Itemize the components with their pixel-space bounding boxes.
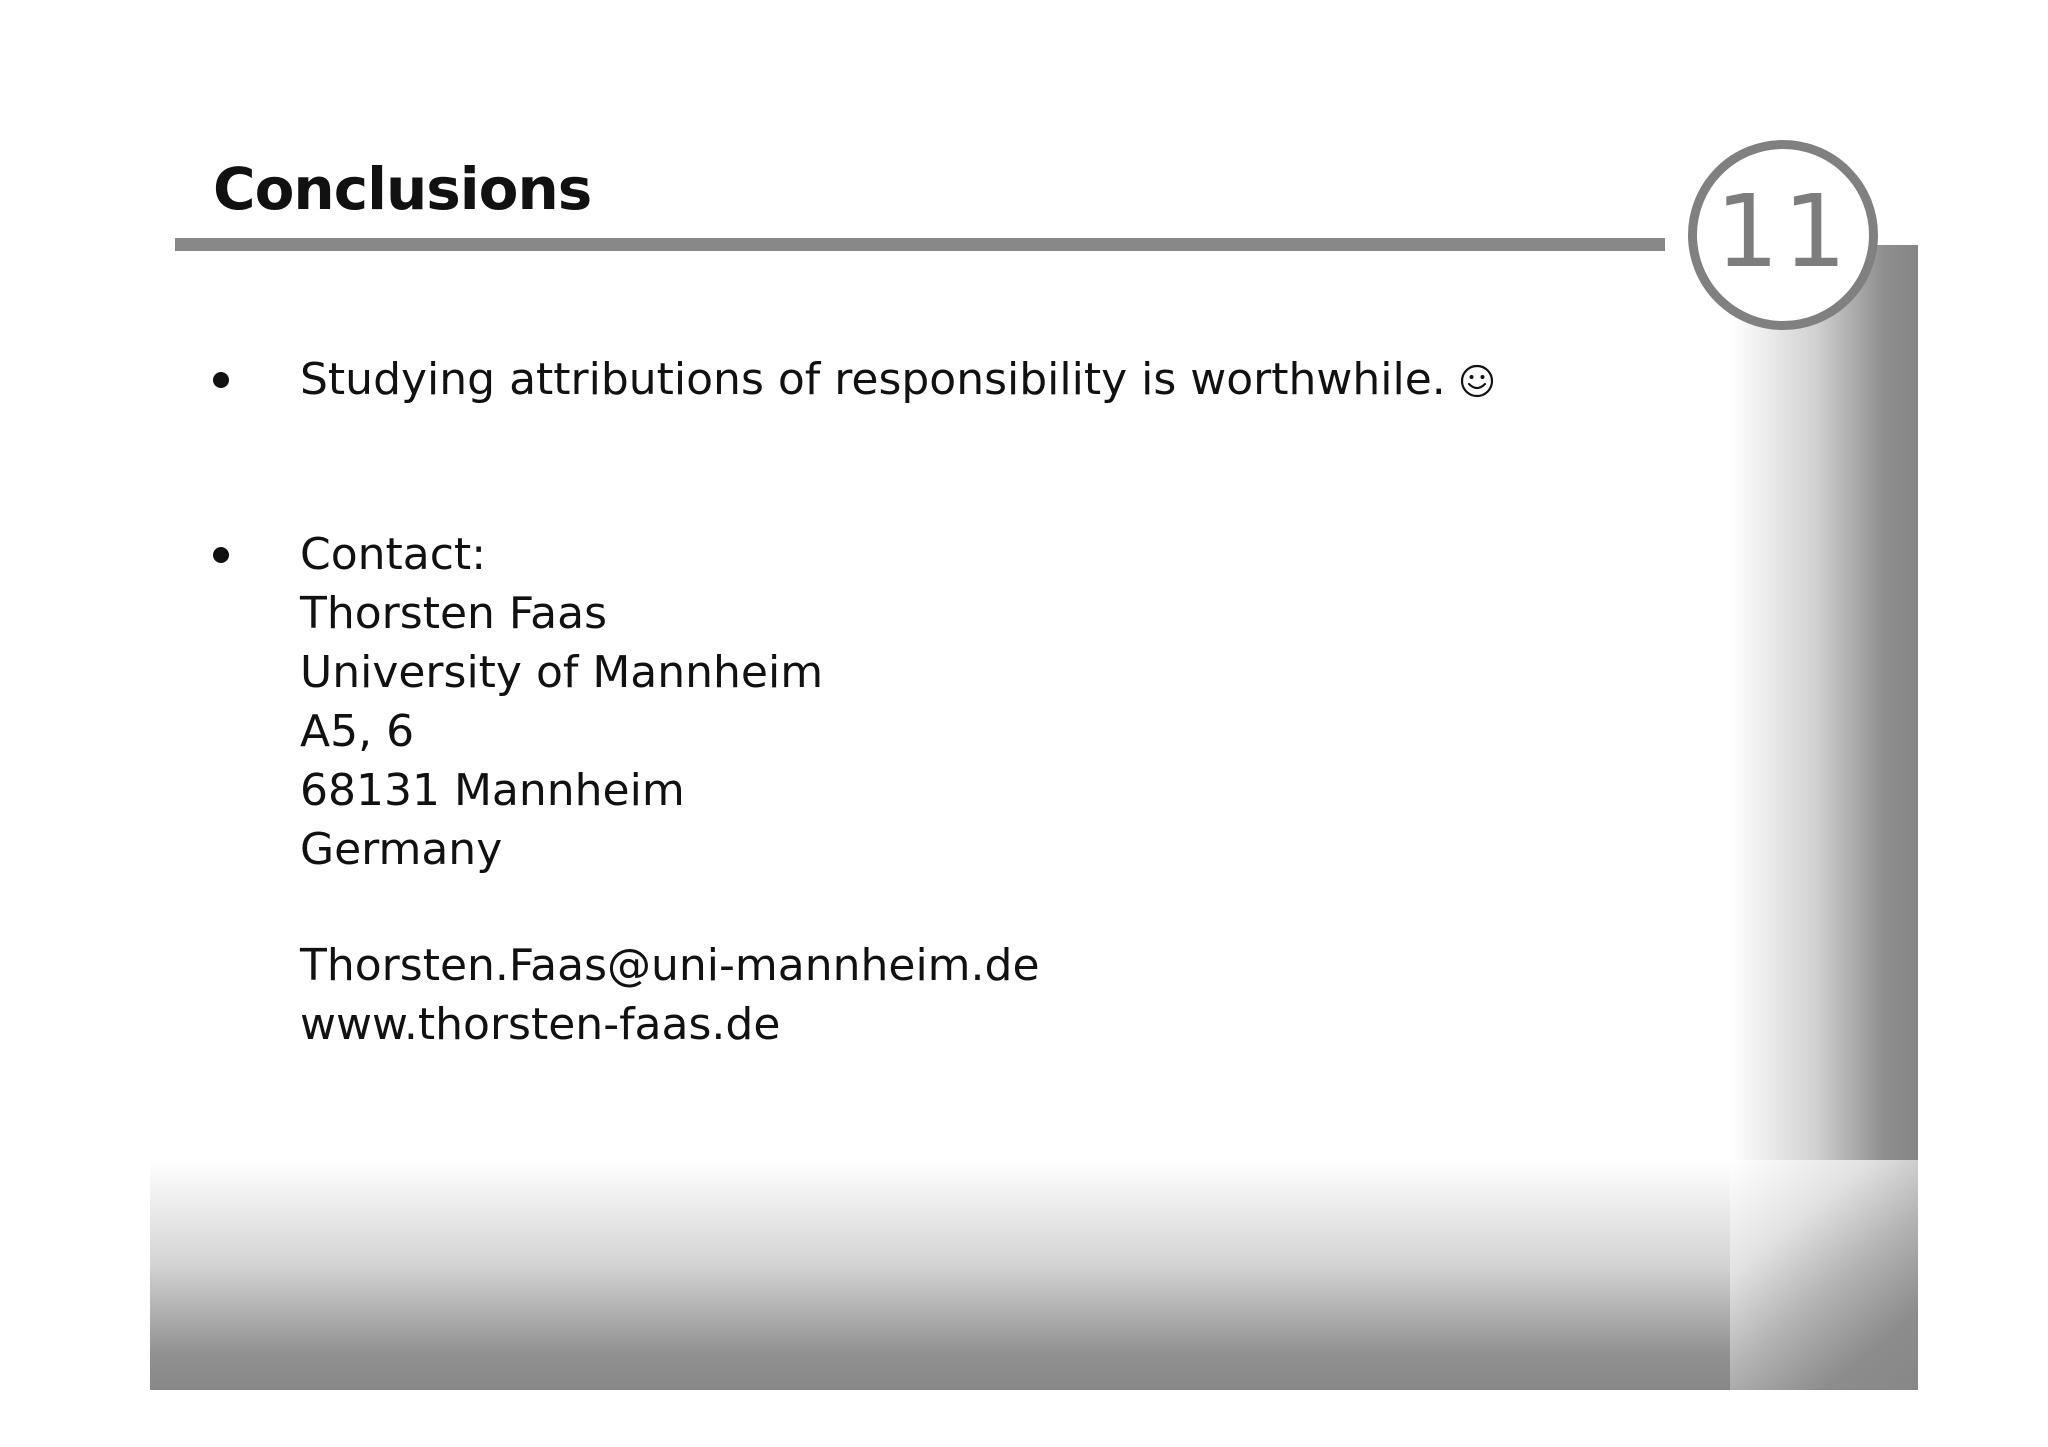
contact-email-link[interactable]: Thorsten.Faas@uni-mannheim.de (300, 940, 1040, 991)
page-number-badge (1688, 140, 1878, 330)
contact-website-link[interactable]: www.thorsten-faas.de (300, 999, 781, 1050)
contact-name: Thorsten Faas (300, 588, 608, 639)
bullet-item (213, 525, 487, 580)
contact-address (300, 584, 823, 879)
page-number: 11 (1715, 172, 1851, 290)
corner-gradient (1730, 1160, 1918, 1390)
bullet-item (213, 350, 1446, 405)
bottom-gradient-frame (150, 1160, 1918, 1390)
contact-country: Germany (300, 824, 503, 875)
smiley-face-icon (1460, 364, 1494, 398)
bullet-icon (213, 372, 229, 388)
slide-title: Conclusions (213, 155, 592, 223)
bullet-icon (213, 547, 229, 563)
bullet-text-worthwhile: Studying attributions of responsibility is worthwhile. (300, 354, 1446, 405)
contact-city: 68131 Mannheim (300, 765, 685, 816)
bullet-text-contact: Contact: (300, 529, 487, 580)
contact-street: A5, 6 (300, 706, 415, 757)
title-underline (175, 238, 1665, 251)
contact-institution: University of Mannheim (300, 647, 824, 698)
contact-online (300, 936, 1040, 1054)
